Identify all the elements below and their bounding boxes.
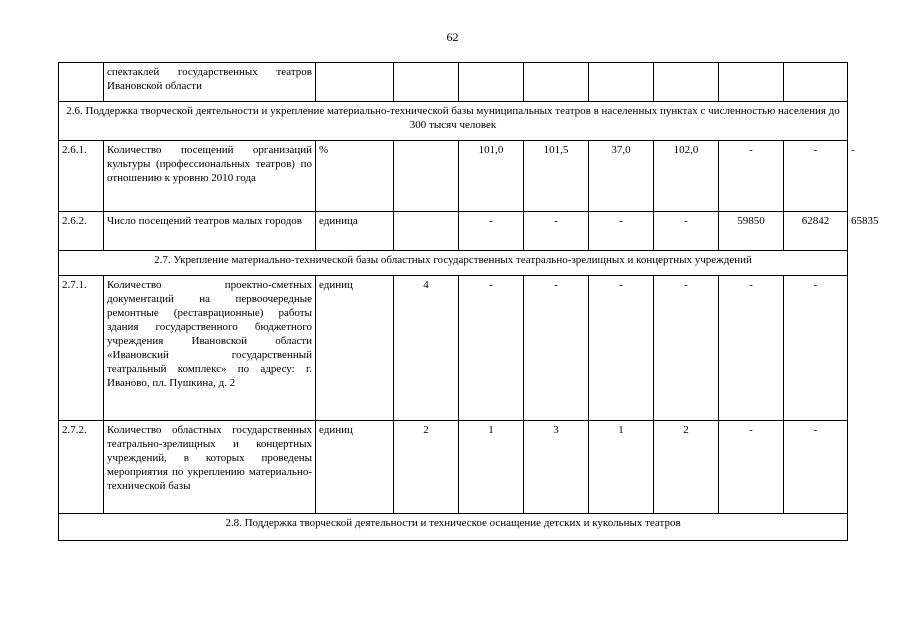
value-cell: 4 (394, 276, 459, 421)
table-row (59, 276, 848, 421)
indicator-name: Количество областных государственных театрально-зрелищных и концертных учреждений, в которых проведены мероприятия по укреплению материально-технической базы (104, 421, 316, 514)
value-cell (459, 63, 524, 102)
value-cell: 1 (459, 421, 524, 514)
value-cell: 62842 (784, 212, 848, 251)
value-cell: 3 (524, 421, 589, 514)
value-cell (394, 63, 459, 102)
value-cell: - (589, 212, 654, 251)
value-cell: - (654, 276, 719, 421)
value-cell: 2 (394, 421, 459, 514)
unit-cell: единица (316, 212, 394, 251)
value-cell: - (524, 212, 589, 251)
unit-cell: единиц (316, 421, 394, 514)
value-cell: - (784, 276, 848, 421)
indicator-name: Количество посещений организаций культуры (профессиональных театров) по отношению к уровню 2010 года (104, 141, 316, 212)
value-cell: - (719, 141, 784, 212)
row-number: 2.7.2. (59, 421, 104, 514)
value-cell-empty (394, 212, 459, 251)
section-row (59, 514, 848, 541)
row-number: 2.6.1. (59, 141, 104, 212)
page-number: 62 (446, 30, 459, 44)
section-heading: 2.6. Поддержка творческой деятельности и укрепление материально-технической базы муниципальных театров в населенных пунктах с численностью населения до 300 тысяч человек (59, 102, 848, 141)
value-cell: - (654, 212, 719, 251)
table-row (59, 63, 848, 102)
unit-cell: % (316, 141, 394, 212)
value-cell: 59850 (719, 212, 784, 251)
value-cell: - (784, 141, 848, 212)
value-cell: - (459, 212, 524, 251)
value-cell (719, 63, 784, 102)
section-row (59, 251, 848, 276)
value-cell (784, 63, 848, 102)
unit-cell: единиц (316, 276, 394, 421)
value-cell-empty (394, 141, 459, 212)
value-cell: - (524, 276, 589, 421)
table-row (59, 421, 848, 514)
indicator-name: Число посещений театров малых городов (104, 212, 316, 251)
value-cell: 37,0 (589, 141, 654, 212)
indicators-table (58, 62, 879, 541)
value-cell: - (589, 276, 654, 421)
indicator-name: Количество проектно-сметных документаций на первоочередные ремонтные (реставрационные) работы здания государственного бюджетного учреждения Ивановской области «Ивановский государственный театральный комплекс» по адресу: г. Иваново, пл. Пушкина, д. 2 (104, 276, 316, 421)
value-cell (589, 63, 654, 102)
unit-cell (316, 63, 394, 102)
value-cell (654, 63, 719, 102)
table-row: 2.6.2. Число посещений театров малых городов единица - - - - 59850 62842 65835 (59, 212, 848, 251)
indicator-name: спектаклей государственных театров Ивановской области (104, 63, 316, 102)
row-number (59, 63, 104, 102)
value-cell: - (719, 276, 784, 421)
value-cell (524, 63, 589, 102)
value-cell: 101,5 (524, 141, 589, 212)
value-cell: 101,0 (459, 141, 524, 212)
value-cell: 2 (654, 421, 719, 514)
value-cell: 102,0 (654, 141, 719, 212)
table-row: 2.6.1. Количество посещений организаций культуры (профессиональных театров) по отношению к уровню 2010 года % 101,0 101,5 37,0 102,0 - - - (59, 141, 848, 212)
value-cell: - (784, 421, 848, 514)
section-heading: 2.7. Укрепление материально-технической базы областных государственных театрально-зрелищных и концертных учреждений (59, 251, 848, 276)
row-number: 2.6.2. (59, 212, 104, 251)
row-number: 2.7.1. (59, 276, 104, 421)
section-row (59, 102, 848, 141)
value-cell: - (719, 421, 784, 514)
section-heading: 2.8. Поддержка творческой деятельности и техническое оснащение детских и кукольных театров (59, 514, 848, 541)
value-cell: 1 (589, 421, 654, 514)
value-cell: - (459, 276, 524, 421)
